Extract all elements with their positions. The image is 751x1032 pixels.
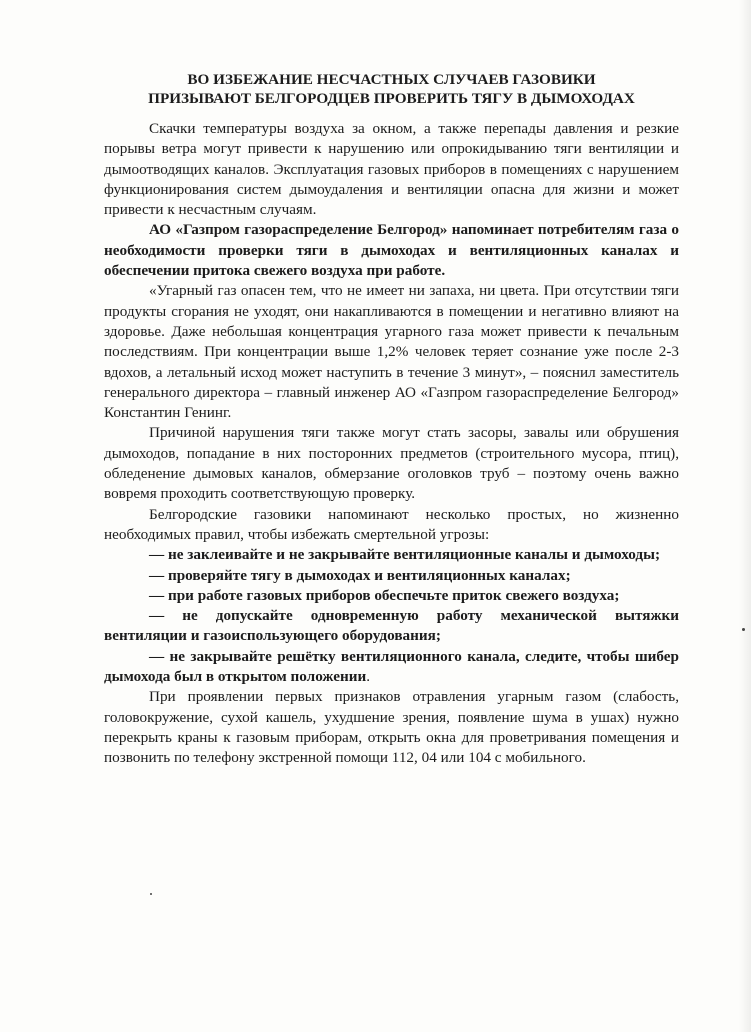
paragraph-rules-intro: Белгородские газовики напоминают несколько простых, но жизненно необходимых правил, чтобы избежать смертельной угрозы:: [104, 505, 679, 543]
paragraph-quote: «Угарный газ опасен тем, что не имеет ни запаха, ни цвета. При отсутствии тяги продукты сгорания не уходят, они накапливаются в помещении и негативно влияют на здоровье. Даже небольшая концентрация угарного газа может привести к печальным последствиям. При концентрации выше 1,2% человек теряет сознание уже после 2-3 вдохов, а летальный исход может наступить в течение 3 минут», – пояснил заместитель генерального директора – главный инженер АО «Газпром газораспределение Белгород» Константин Генинг.: [104, 282, 679, 422]
scan-speck: [150, 893, 152, 895]
document-body: [104, 70, 679, 769]
rule-item-last-text: — не закрывайте решётку вентиляционного канала, следите, чтобы шибер дымохода был в открытом положении: [104, 647, 679, 686]
page-edge-shadow: [739, 0, 751, 1032]
paragraph-company-reminder: АО «Газпром газораспределение Белгород» напоминает потребителям газа о необходимости проверки тяги в дымоходах и вентиляционных каналах и обеспечении притока свежего воздуха при работе.: [104, 221, 679, 280]
paragraph-closing: При проявлении первых признаков отравления угарным газом (слабость, головокружение, сухой кашель, ухудшение зрения, появление шума в ушах) нужно перекрыть краны к газовым приборам, открыть окна для проветривания помещения и позвонить по телефону экстренной помощи 112, 04 или 104 с мобильного.: [104, 688, 679, 767]
title-line-1: ВО ИЗБЕЖАНИЕ НЕСЧАСТНЫХ СЛУЧАЕВ ГАЗОВИКИ: [187, 71, 596, 88]
rule-item-last-dot: .: [366, 668, 371, 686]
rule-item: — не допускайте одновременную работу механической вытяжки вентиляции и газоиспользующего оборудования;: [104, 607, 679, 645]
rule-item: — не заклеивайте и не закрывайте вентиляционные каналы и дымоходы;: [149, 546, 661, 564]
paragraph-intro: Скачки температуры воздуха за окном, а также перепады давления и резкие порывы ветра могут привести к нарушению или опрокидыванию тяги вентиляции и дымоотводящих каналов. Эксплуатация газовых приборов в помещениях с нарушением функционирования систем дымоудаления и вентиляции опасна для жизни и может привести к несчастным случаям.: [104, 120, 679, 219]
scan-speck: [742, 628, 745, 631]
document-title: [104, 70, 679, 108]
rule-item: — проверяйте тягу в дымоходах и вентиляционных каналах;: [149, 566, 571, 584]
rule-item: — при работе газовых приборов обеспечьте приток свежего воздуха;: [149, 586, 620, 604]
title-line-2: ПРИЗЫВАЮТ БЕЛГОРОДЦЕВ ПРОВЕРИТЬ ТЯГУ В ДЫМОХОДАХ: [148, 90, 635, 107]
paragraph-causes: Причиной нарушения тяги также могут стать засоры, завалы или обрушения дымоходов, попадание в них посторонних предметов (строительного мусора, птиц), обледенение дымовых каналов, обмерзание оголовков труб – поэтому очень важно вовремя проходить соответствующую проверку.: [104, 424, 679, 503]
rule-item-last: [104, 647, 679, 688]
